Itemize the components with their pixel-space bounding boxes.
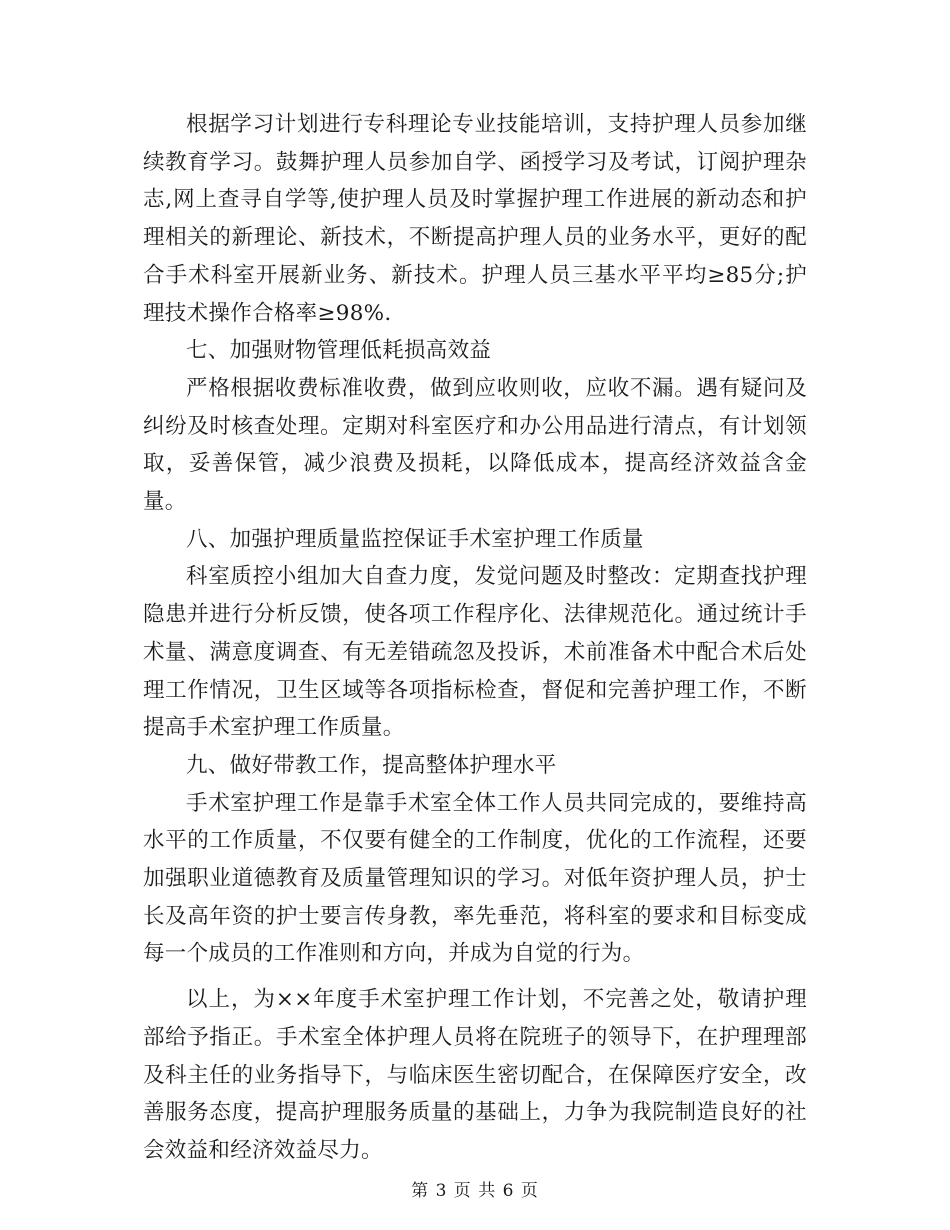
paragraph-conclusion: 以上，为××年度手术室护理工作计划，不完善之处，敬请护理部给予指正。手术室全体护理人员将在院班子的领导下，在护理理部及科主任的业务指导下，与临床医生密切配合，在保障医疗安全，改善服务态度，提高护理服务质量的基础上，力争为我院制造良好的社会效益和经济效益尽力。 bbox=[143, 987, 807, 1163]
section-heading-8: 八、加强护理质量监控保证手术室护理工作质量 bbox=[186, 526, 644, 552]
section-heading-9: 九、做好带教工作，提高整体护理水平 bbox=[186, 752, 557, 778]
paragraph-finance: 严格根据收费标准收费，做到应收则收，应收不漏。遇有疑问及纠纷及时核查处理。定期对科室医疗和办公用品进行清点，有计划领取，妥善保管，减少浪费及损耗，以降低成本，提高经济效益含金量。 bbox=[143, 375, 807, 515]
page-number-footer: 第 3 页 共 6 页 bbox=[411, 1181, 539, 1201]
paragraph-training: 根据学习计划进行专科理论专业技能培训，支持护理人员参加继续教育学习。鼓舞护理人员参加自学、函授学习及考试，订阅护理杂志,网上查寻自学等,使护理人员及时掌握护理工作进展的新动态和护理相关的新理论、新技术，不断提高护理人员的业务水平，更好的配合手术科室开展新业务、新技术。护理人员三基水平平均≥85分;护理技术操作合格率≥98%. bbox=[143, 112, 807, 326]
paragraph-teaching: 手术室护理工作是靠手术室全体工作人员共同完成的，要维持高水平的工作质量，不仅要有健全的工作制度，优化的工作流程，还要加强职业道德教育及质量管理知识的学习。对低年资护理人员，护士长及高年资的护士要言传身教，率先垂范，将科室的要求和目标变成每一个成员的工作准则和方向，并成为自觉的行为。 bbox=[143, 790, 807, 967]
paragraph-quality: 科室质控小组加大自查力度，发觉问题及时整改：定期查找护理隐患并进行分析反馈，使各项工作程序化、法律规范化。通过统计手术量、满意度调查、有无差错疏忽及投诉，术前准备术中配合术后处理工作情况，卫生区域等各项指标检查，督促和完善护理工作，不断提高手术室护理工作质量。 bbox=[143, 564, 807, 741]
document-body bbox=[143, 106, 807, 1170]
section-heading-7: 七、加强财物管理低耗损高效益 bbox=[186, 338, 492, 364]
